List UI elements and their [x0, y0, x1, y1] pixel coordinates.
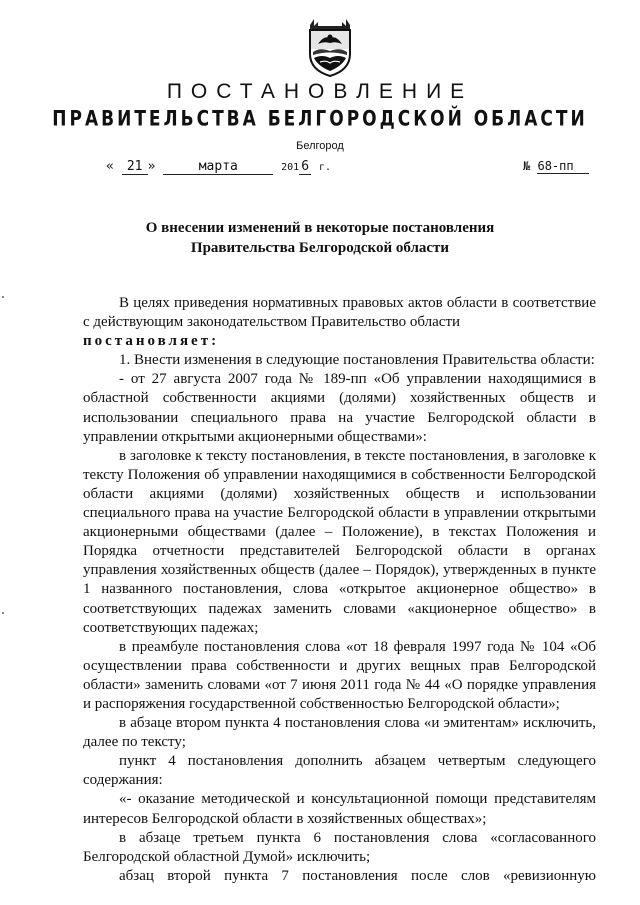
resolves-word: постановляет: — [83, 333, 220, 350]
date-close-quote: » — [147, 159, 156, 174]
body-paragraph: в абзаце втором пункта 4 постановления слова «и эмитентам» исключить, далее по тексту; — [83, 715, 596, 751]
document-body — [83, 294, 596, 886]
body-paragraph: в абзаце третьем пункта 6 постановления слова «согласованного Белгородской областной Думой» исключить; — [83, 829, 596, 865]
subject-line-1: О внесении изменений в некоторые постановления — [145, 220, 495, 236]
city-name: Белгород — [296, 140, 344, 152]
document-number — [523, 159, 589, 174]
preamble-paragraph: В целях приведения нормативных правовых актов области в соответствие с действующим законодательством Правительство области — [83, 295, 596, 331]
body-paragraph: абзац второй пункта 7 постановления после слов «ревизионную — [119, 867, 596, 884]
body-paragraph: в заголовке к тексту постановления, в тексте постановления, в заголовке к тексту Положения об управлении находящимися в собственности Белгородской области акциями (долями) хозяйственных обществ и использовании специального права на участие Белгородской области в управлении открытыми акционерными обществами (далее – Положение), в текстах Положения и Порядка отчетности представителей Белгородской области в органах управления хозяйственных обществ (далее – Порядок), утвержденных в пункте 1 названного постановления, слова «открытое акционерное общество» в соответствующих падежах заменить словами «акционерное общество» в соответствующих падежах; — [83, 447, 596, 636]
date-day: 21 — [122, 159, 148, 175]
document-subject — [0, 218, 640, 258]
date-year-unit: г. — [319, 162, 332, 173]
body-paragraph: «- оказание методической и консультационной помощи представителям интересов Белгородской области в хозяйственных обществах»; — [83, 791, 596, 827]
date-month: марта — [163, 159, 273, 175]
issuing-body-title: ПРАВИТЕЛЬСТВА БЕЛГОРОДСКОЙ ОБЛАСТИ — [52, 106, 588, 132]
date-year-suffix: 6 — [299, 159, 311, 175]
document-date — [106, 159, 331, 175]
body-paragraph: пункт 4 постановления дополнить абзацем четвертым следующего содержания: — [83, 753, 596, 789]
date-year-prefix: 201 — [281, 162, 300, 173]
number-label: № — [523, 159, 531, 173]
scan-mark — [2, 612, 4, 614]
document-type-title: ПОСТАНОВЛЕНИЕ — [166, 80, 474, 103]
body-paragraph: в преамбуле постановления слова «от 18 февраля 1997 года № 104 «Об осуществлении права собственности и других вещных прав Белгородской области» заменить словами «от 7 июня 2011 года № 44 «О порядке управления и распоряжения государственной собственностью Белгородской области»; — [83, 638, 596, 712]
number-value: 68-пп — [537, 159, 589, 174]
body-paragraph: 1. Внести изменения в следующие постановления Правительства области: — [119, 352, 595, 369]
subject-line-2: Правительства Белгородской области — [190, 240, 450, 256]
date-open-quote: « — [106, 159, 114, 174]
belgorod-coat-of-arms-icon — [304, 16, 356, 78]
scan-mark — [2, 296, 4, 298]
body-paragraph: - от 27 августа 2007 года № 189-пп «Об управлении находящимися в областной собственности акциями (долями) хозяйственных обществ и использовании специального права на участие Белгородской области в управлении открытыми акционерными обществами»: — [83, 371, 596, 445]
